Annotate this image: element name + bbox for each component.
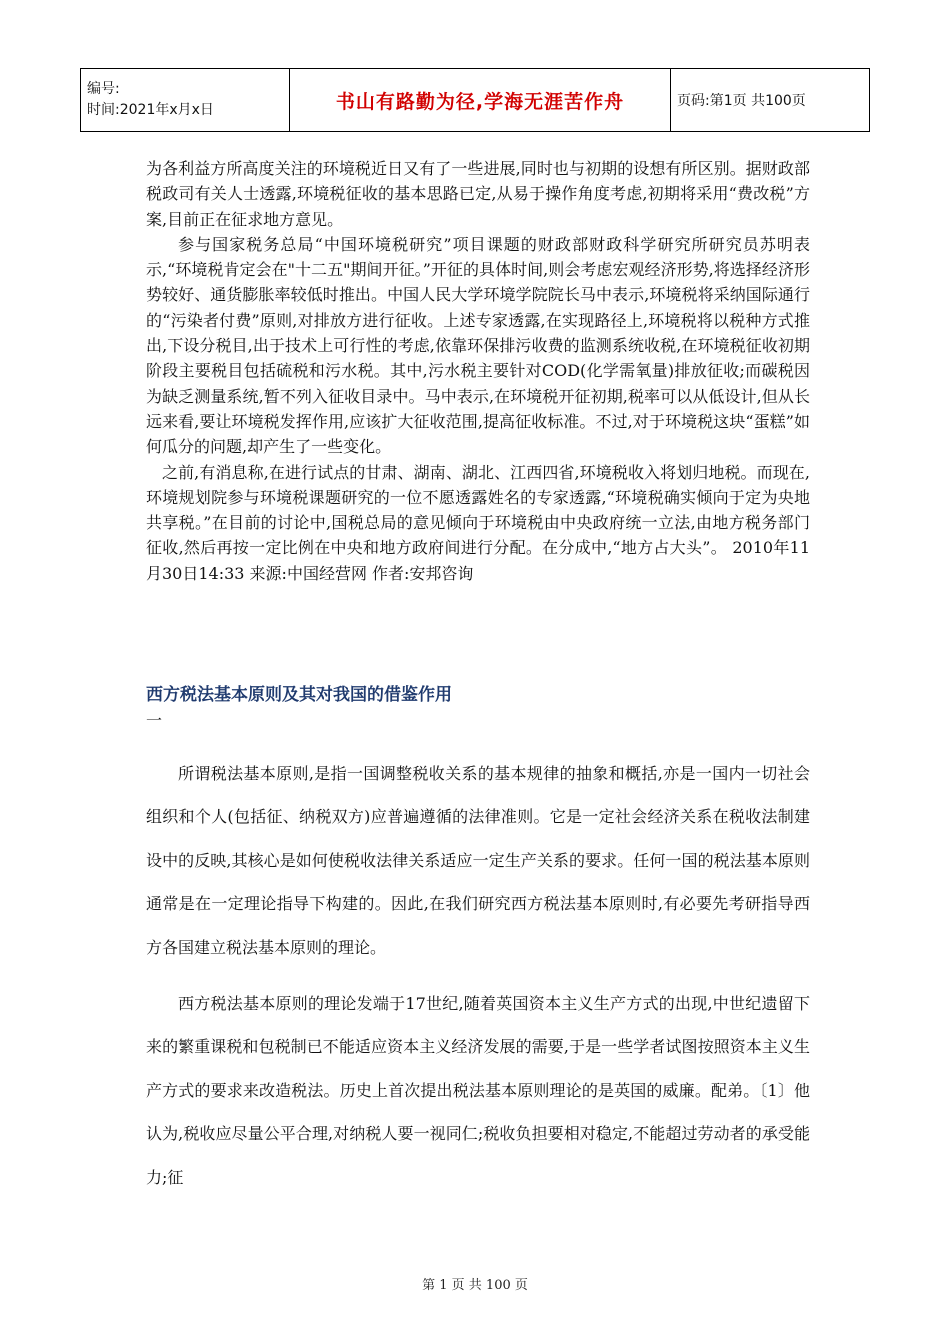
header-meta-cell [81,69,290,132]
section-paragraph: 西方税法基本原则的理论发端于17世纪,随着英国资本主义生产方式的出现,中世纪遗留下来的繁重课税和包税制已不能适应资本主义经济发展的需要,于是一些学者试图按照资本主义生产方式的要求来改造税法。历史上首次提出税法基本原则理论的是英国的威廉。配弟。〔1〕他认为,税收应尽量公平合理,对纳税人要一视同仁;税收负担要相对稳定,不能超过劳动者的承受能力;征 [146,994,810,1187]
article-paragraph: 参与国家税务总局“中国环境税研究”项目课题的财政部财政科学研究所研究员苏明表示,“环境税肯定会在"十二五"期间开征。”开征的具体时间,则会考虑宏观经济形势,将选择经济形势较好、通货膨胀率较低时推出。中国人民大学环境学院院长马中表示,环境税将采纳国际通行的“污染者付费”原则,对排放方进行征收。上述专家透露,在实现路径上,环境税将以税种方式推出,下设分税目,出于技术上可行性的考虑,依靠环保排污收费的监测系统收税,在环境税征收初期阶段主要税目包括硫税和污水税。其中,污水税主要针对COD(化学需氧量)排放征收;而碳税因为缺乏测量系统,暂不列入征收目录中。马中表示,在环境税开征初期,税率可以从低设计,但从长远来看,要让环境税发挥作用,应该扩大征收范围,提高征收标准。不过,对于环境税这块“蛋糕”如何瓜分的问题,却产生了一些变化。 [146,234,810,457]
section-title: 西方税法基本原则及其对我国的借鉴作用 [146,685,452,705]
section-body [146,752,810,1212]
article-paragraph: 为各利益方所高度关注的环境税近日又有了一些进展,同时也与初期的设想有所区别。据财政部税政司有关人士透露,环境税征收的基本思路已定,从易于操作角度考虑,初期将采用“费改税”方案,目前正在征求地方意见。 [146,159,810,229]
news-article [146,156,810,586]
document-number-label: 编号: [87,81,120,97]
document-header [80,68,870,132]
section-number: 一 [146,711,163,730]
header-motto: 书山有路勤为径,学海无涯苦作舟 [290,69,671,132]
section-paragraph: 所谓税法基本原则,是指一国调整税收关系的基本规律的抽象和概括,亦是一国内一切社会组织和个人(包括征、纳税双方)应普遍遵循的法律准则。它是一定社会经济关系在税收法制建设中的反映,其核心是如何使税收法律关系适应一定生产关系的要求。任何一国的税法基本原则通常是在一定理论指导下构建的。因此,在我们研究西方税法基本原则时,有必要先考研指导西方各国建立税法基本原则的理论。 [146,764,810,957]
page-footer: 第 1 页 共 100 页 [422,1278,528,1293]
article-paragraph: 之前,有消息称,在进行试点的甘肃、湖南、湖北、江西四省,环境税收入将划归地税。而现在,环境规划院参与环境税课题研究的一位不愿透露姓名的专家透露,“环境税确实倾向于定为央地共享税。”在目前的讨论中,国税总局的意见倾向于环境税由中央政府统一立法,由地方税务部门征收,然后再按一定比例在中央和地方政府间进行分配。在分成中,“地方占大头”。 2010年11月30日14:33 来源:中国经营网 作者:安邦咨询 [146,462,810,583]
header-page-label: 页码:第1页 共100页 [671,69,870,132]
document-date-label: 时间:2021年x月x日 [87,102,214,118]
